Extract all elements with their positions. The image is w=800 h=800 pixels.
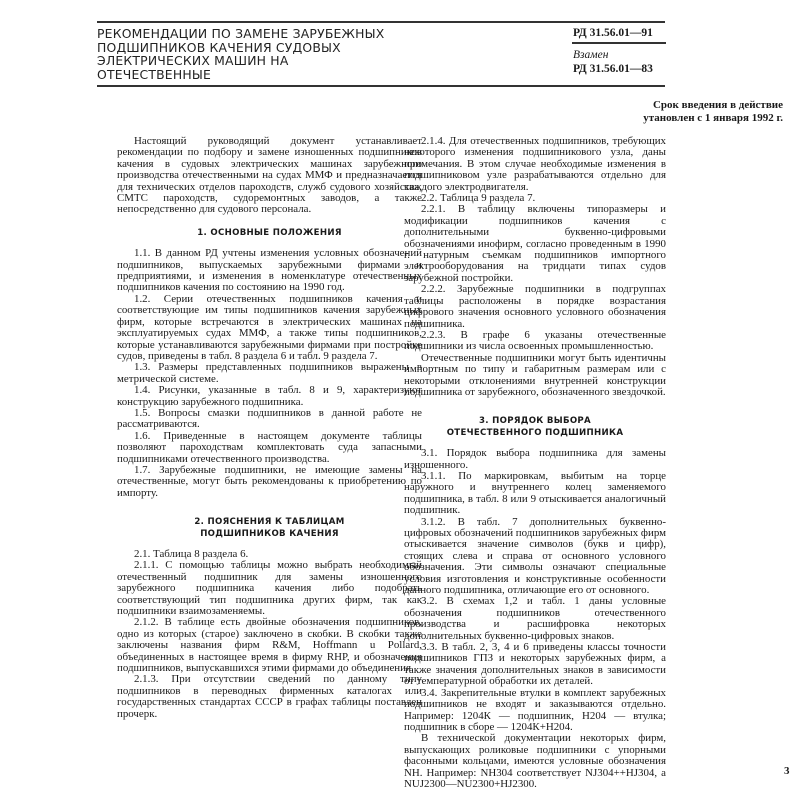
- section-3-heading: [404, 416, 666, 439]
- paragraph-3-3: 3.3. В табл. 2, 3, 4 и 6 приведены классы точности подшипников ГПЗ и некоторых зарубежных фирм, а также значения дополнительных знаков в зависимости от температурной обработки их деталей.: [404, 641, 666, 688]
- intro-paragraph: Настоящий руководящий документ устанавливает рекомендации по подбору и замене изношенных подшипников качения в судовых электрических машинах зарубежного производства отечественными на судах ММФ и предназначается для технических отделов пароходств, служб судового хозяйства, СМТС пароходств, судоремонтных заводов, а также непосредственно для судового персонала.: [117, 135, 422, 216]
- paragraph-2-1-3: 2.1.3. При отсутствии сведений по данному типу подшипников в переводных фирменных каталогах или государственных стандартах СССР в графах таблицы поставлен прочерк.: [117, 673, 422, 720]
- paragraph-1-2: 1.2. Серии отечественных подшипников качения и соответствующие им типы подшипников качения зарубежных фирм, которые встречаются в электрических машинах на эксплуатируемых судах ММФ, а также типы подшипников, которые устанавливаются зарубежными фирмами при постройке судов, приведены в табл. 8 раздела 6 и табл. 9 раздела 7.: [117, 292, 422, 362]
- left-column: [117, 136, 422, 720]
- effective-date-line: Срок введения в действие: [652, 99, 783, 111]
- section-2-heading-line: ПОДШИПНИКОВ КАЧЕНИЯ: [200, 528, 339, 539]
- section-3-heading-line: ОТЕЧЕСТВЕННОГО ПОДШИПНИКА: [446, 427, 624, 438]
- section-1-heading: 1. ОСНОВНЫЕ ПОЛОЖЕНИЯ: [197, 227, 342, 238]
- replaced-document-code: РД 31.56.01—83: [573, 63, 653, 75]
- paragraph-nh-designations: В технической документации некоторых фирм, выпускающих роликовые подшипники с упорными фасонными кольцами, имеются условные обозначения NH. Например: NH304 соответствует NJ304++HJ304, а NUJ2300—NU2300+HJ2300.: [404, 732, 666, 790]
- section-2-heading: [117, 517, 422, 540]
- effective-date-block: [520, 99, 783, 124]
- paragraph-1-4: 1.4. Рисунки, указанные в табл. 8 и 9, характеризуют конструкцию зарубежного подшипника.: [117, 384, 422, 408]
- paragraph-3-2: 3.2. В схемах 1,2 и табл. 1 даны условные обозначения подшипников отечественного производства и расшифровка некоторых дополнительных буквенно-цифровых знаков.: [404, 595, 666, 642]
- paragraph-domestic-bearings: Отечественные подшипники могут быть идентичны импортным по типу и габаритным размерам или с некоторыми отклонениями внутренней конструкции подшипника от зарубежного, обозначенного звездочкой.: [404, 351, 666, 398]
- paragraph-2-2-3: 2.2.3. В графе 6 указаны отечественные подшипники из числа освоенных промышленностью.: [404, 328, 666, 353]
- paragraph-2-2-1: 2.2.1. В таблицу включены типоразмеры и модификации подшипников качения с дополнительными буквенно-цифровыми обозначениями инофирм, согласно проведенным в 1990 г. натурным съемкам подшипников импортного электрооборудования на тридцати типах судов зарубежной постройки.: [404, 203, 666, 284]
- replaces-label: Взамен: [573, 49, 609, 61]
- code-underline-rule: [572, 42, 666, 44]
- right-column: [404, 136, 666, 790]
- header-top-rule: [97, 21, 665, 23]
- title-line: ПОДШИПНИКОВ КАЧЕНИЯ СУДОВЫХ: [97, 39, 341, 55]
- paragraph-3-1-2: 3.1.2. В табл. 7 дополнительных буквенно-цифровых обозначений подшипников зарубежных фирм отыскивается значение символов (букв и цифр), стоящих слева и справа от основного условного обозначения. Эти символы означают специальные условия изготовления и конструктивные особенности данного подшипника, отличающие его от основного.: [404, 515, 666, 597]
- title-line: ОТЕЧЕСТВЕННЫЕ: [97, 66, 212, 82]
- title-bottom-rule: [97, 85, 665, 87]
- paragraph-1-3: 1.3. Размеры представленных подшипников выражены в метрической системе.: [117, 361, 422, 385]
- paragraph-3-4: 3.4. Закрепительные втулки в комплект зарубежных подшипников не входят и заказываются отдельно. Например: 1204К — подшипник, Н204 — втулка; подшипник в сборе — 1204К+Н204.: [404, 686, 666, 733]
- paragraph-2-1-4: 2.1.4. Для отечественных подшипников, требующих некоторого изменения подшипникового узла, даны примечания. В этом случае необходимые изменения в подшипниковом узле разрабатываются отдельно для каждого электродвигателя.: [404, 135, 666, 193]
- paragraph-2-2: 2.2. Таблица 9 раздела 7.: [421, 192, 536, 205]
- paragraph-2-2-2: 2.2.2. Зарубежные подшипники в подгруппах таблицы расположены в порядке возрастания цифрового значения основного условного обозначения подшипника.: [404, 283, 666, 330]
- title-line: ЭЛЕКТРИЧЕСКИХ МАШИН НА: [97, 53, 289, 69]
- paragraph-1-6: 1.6. Приведенные в настоящем документе таблицы позволяют пароходствам комплектовать суда запасными подшипниками отечественного производства.: [117, 429, 422, 465]
- paragraph-3-1: 3.1. Порядок выбора подшипника для замены изношенного.: [404, 447, 666, 471]
- paragraph-2-1-2: 2.1.2. В таблице есть двойные обозначения подшипников, одно из которых (старое) заключено в скобки. В скобки также заключены названия фирм R&M, Hoffmann u Pollard, объединенных в настоящее время в фирму RHP, и обозначения подшипников, выпускавшихся этими фирмами до объединения.: [117, 616, 422, 675]
- document-code: РД 31.56.01—91: [573, 27, 653, 39]
- section-3-heading-line: 3. ПОРЯДОК ВЫБОРА: [479, 416, 591, 427]
- paragraph-1-7: 1.7. Зарубежные подшипники, не имеющие замены на отечественные, могут быть рекомендованы к приобретению по импорту.: [117, 463, 422, 499]
- paragraph-1-1: 1.1. В данном РД учтены изменения условных обозначений подшипников, выпускаемых зарубежными фирмами и предприятиями, и изменения в номенклатуре отечественных подшипников качения по состоянию на 1990 год.: [117, 247, 422, 294]
- paragraph-2-1-1: 2.1.1. С помощью таблицы можно выбрать необходимый отечественный подшипник для замены изношенного зарубежного подшипника качения либо подобрать соответствующий тип подшипника других фирм, так как подшипники взаимозаменяемы.: [117, 559, 422, 618]
- effective-date-line: утановлен с 1 января 1992 г.: [643, 111, 783, 124]
- page-number: 3: [784, 765, 790, 777]
- paragraph-2-1: 2.1. Таблица 8 раздела 6.: [134, 548, 249, 560]
- document-title: [97, 27, 427, 81]
- title-line: РЕКОМЕНДАЦИИ ПО ЗАМЕНЕ ЗАРУБЕЖНЫХ: [97, 26, 385, 41]
- section-2-heading-line: 2. ПОЯСНЕНИЯ К ТАБЛИЦАМ: [194, 517, 345, 528]
- paragraph-1-5: 1.5. Вопросы смазки подшипников в данной работе не рассматриваются.: [117, 406, 422, 431]
- paragraph-3-1-1: 3.1.1. По маркировкам, выбитым на торце наружного и внутреннего колец заменяемого подшипника, в табл. 8 или 9 отыскивается аналогичный подшипник.: [404, 469, 666, 517]
